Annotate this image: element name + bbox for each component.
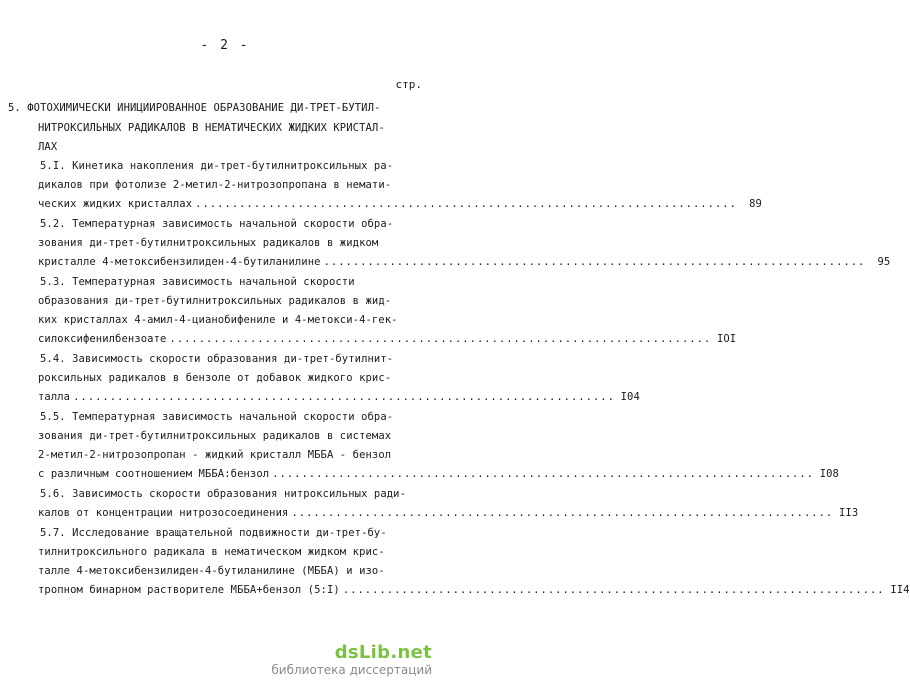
toc-entry-5-5-page: I08	[819, 468, 839, 480]
toc-entry-5-4-page: I04	[620, 391, 640, 403]
toc-entry-5-3-line-2: образования ди-трет-бутилнитроксильных радикалов в жид-	[38, 295, 392, 307]
leader-dots: ..........................................................................	[342, 584, 885, 596]
site-watermark	[271, 642, 432, 677]
toc-entry-5-1-line-2: дикалов при фотолизе 2-метил-2-нитрозопропана в немати-	[38, 179, 392, 191]
leader-dots: ..........................................................................	[195, 198, 737, 210]
toc-entry-5-7-line-3: талле 4-метоксибензилиден-4-бутиланилине (МББА) и изо-	[38, 565, 385, 577]
toc-entry-5-4-line-1: 5.4. Зависимость скорости образования ди-трет-бутилнит-	[40, 353, 394, 365]
leader-dots: ..........................................................................	[169, 333, 712, 345]
section-heading-line-2: НИТРОКСИЛЬНЫХ РАДИКАЛОВ В НЕМАТИЧЕСКИХ ЖИДКИХ КРИСТАЛ-	[38, 122, 385, 134]
page-number: - 2 -	[200, 38, 250, 53]
watermark-subtitle: библиотека диссертаций	[271, 663, 432, 677]
toc-entry-5-6-line-2: калов от концентрации нитрозосоединения	[38, 507, 289, 519]
section-heading-line-1: 5. ФОТОХИМИЧЕСКИ ИНИЦИИРОВАННОЕ ОБРАЗОВАНИЕ ДИ-ТРЕТ-БУТИЛ-	[8, 102, 381, 114]
toc-entry-5-1-last-line	[38, 198, 762, 211]
toc-entry-5-6-page: II3	[838, 507, 859, 519]
toc-entry-5-2-line-1: 5.2. Температурная зависимость начальной скорости обра-	[40, 218, 394, 230]
toc-entry-5-5-line-1: 5.5. Температурная зависимость начальной скорости обра-	[40, 411, 394, 423]
page-column-label: стр.	[395, 78, 422, 91]
leader-dots: ..........................................................................	[323, 256, 866, 268]
toc-entry-5-2-last-line	[38, 256, 891, 269]
toc-entry-5-7-line-4: тропном бинарном растворителе МББА+бензол (5:I)	[38, 584, 340, 596]
leader-dots: ..........................................................................	[73, 391, 615, 403]
watermark-logo: dsLib.net	[334, 642, 432, 663]
toc-entry-5-2-line-2: зования ди-трет-бутилнитроксильных радикалов в жидком	[38, 237, 379, 249]
toc-entry-5-6-line-1: 5.6. Зависимость скорости образования нитроксильных ради-	[40, 488, 407, 500]
toc-entry-5-4-line-3: талла	[38, 391, 71, 403]
toc-entry-5-6-last-line	[38, 507, 859, 520]
toc-entry-5-3-line-4: силоксифенилбензоате	[38, 333, 167, 345]
toc-entry-5-5-line-4: с различным соотношением МББА:бензол	[38, 468, 270, 480]
toc-entry-5-7-page: II4	[890, 584, 910, 596]
toc-entry-5-3-page: IOI	[716, 333, 737, 345]
toc-entry-5-2-line-3: кристалле 4-метоксибензилиден-4-бутиланилине	[38, 256, 321, 268]
toc-entry-5-3-line-1: 5.3. Температурная зависимость начальной скорости	[40, 276, 355, 288]
toc-entry-5-7-line-1: 5.7. Исследование вращательной подвижности ди-трет-бу-	[40, 527, 387, 539]
leader-dots: ..........................................................................	[272, 468, 814, 480]
toc-entry-5-4-last-line	[38, 391, 640, 404]
toc-entry-5-5-last-line	[38, 468, 839, 481]
toc-entry-5-3-last-line	[38, 333, 737, 346]
toc-entry-5-4-line-2: роксильных радикалов в бензоле от добавок жидкого крис-	[38, 372, 392, 384]
toc-entry-5-7-last-line	[38, 584, 910, 597]
toc-entry-5-5-line-3: 2-метил-2-нитрозопропан - жидкий кристалл МББА - бензол	[38, 449, 392, 461]
section-heading-line-3: ЛАХ	[38, 141, 58, 153]
leader-dots: ..........................................................................	[291, 507, 834, 519]
toc-entry-5-7-line-2: тилнитроксильного радикала в нематическом жидком крис-	[38, 546, 385, 558]
toc-entry-5-3-line-3: ких кристаллах 4-амил-4-цианобифениле и 4-метокси-4-гек-	[38, 314, 398, 326]
toc-entry-5-1-line-3: ческих жидких кристаллах	[38, 198, 193, 210]
toc-entry-5-5-line-2: зования ди-трет-бутилнитроксильных радикалов в системах	[38, 430, 392, 442]
toc-entry-5-2-page: 95	[877, 256, 891, 268]
toc-entry-5-1-page: 89	[749, 198, 762, 210]
toc-entry-5-1-line-1: 5.I. Кинетика накопления ди-трет-бутилнитроксильных ра-	[40, 160, 394, 172]
